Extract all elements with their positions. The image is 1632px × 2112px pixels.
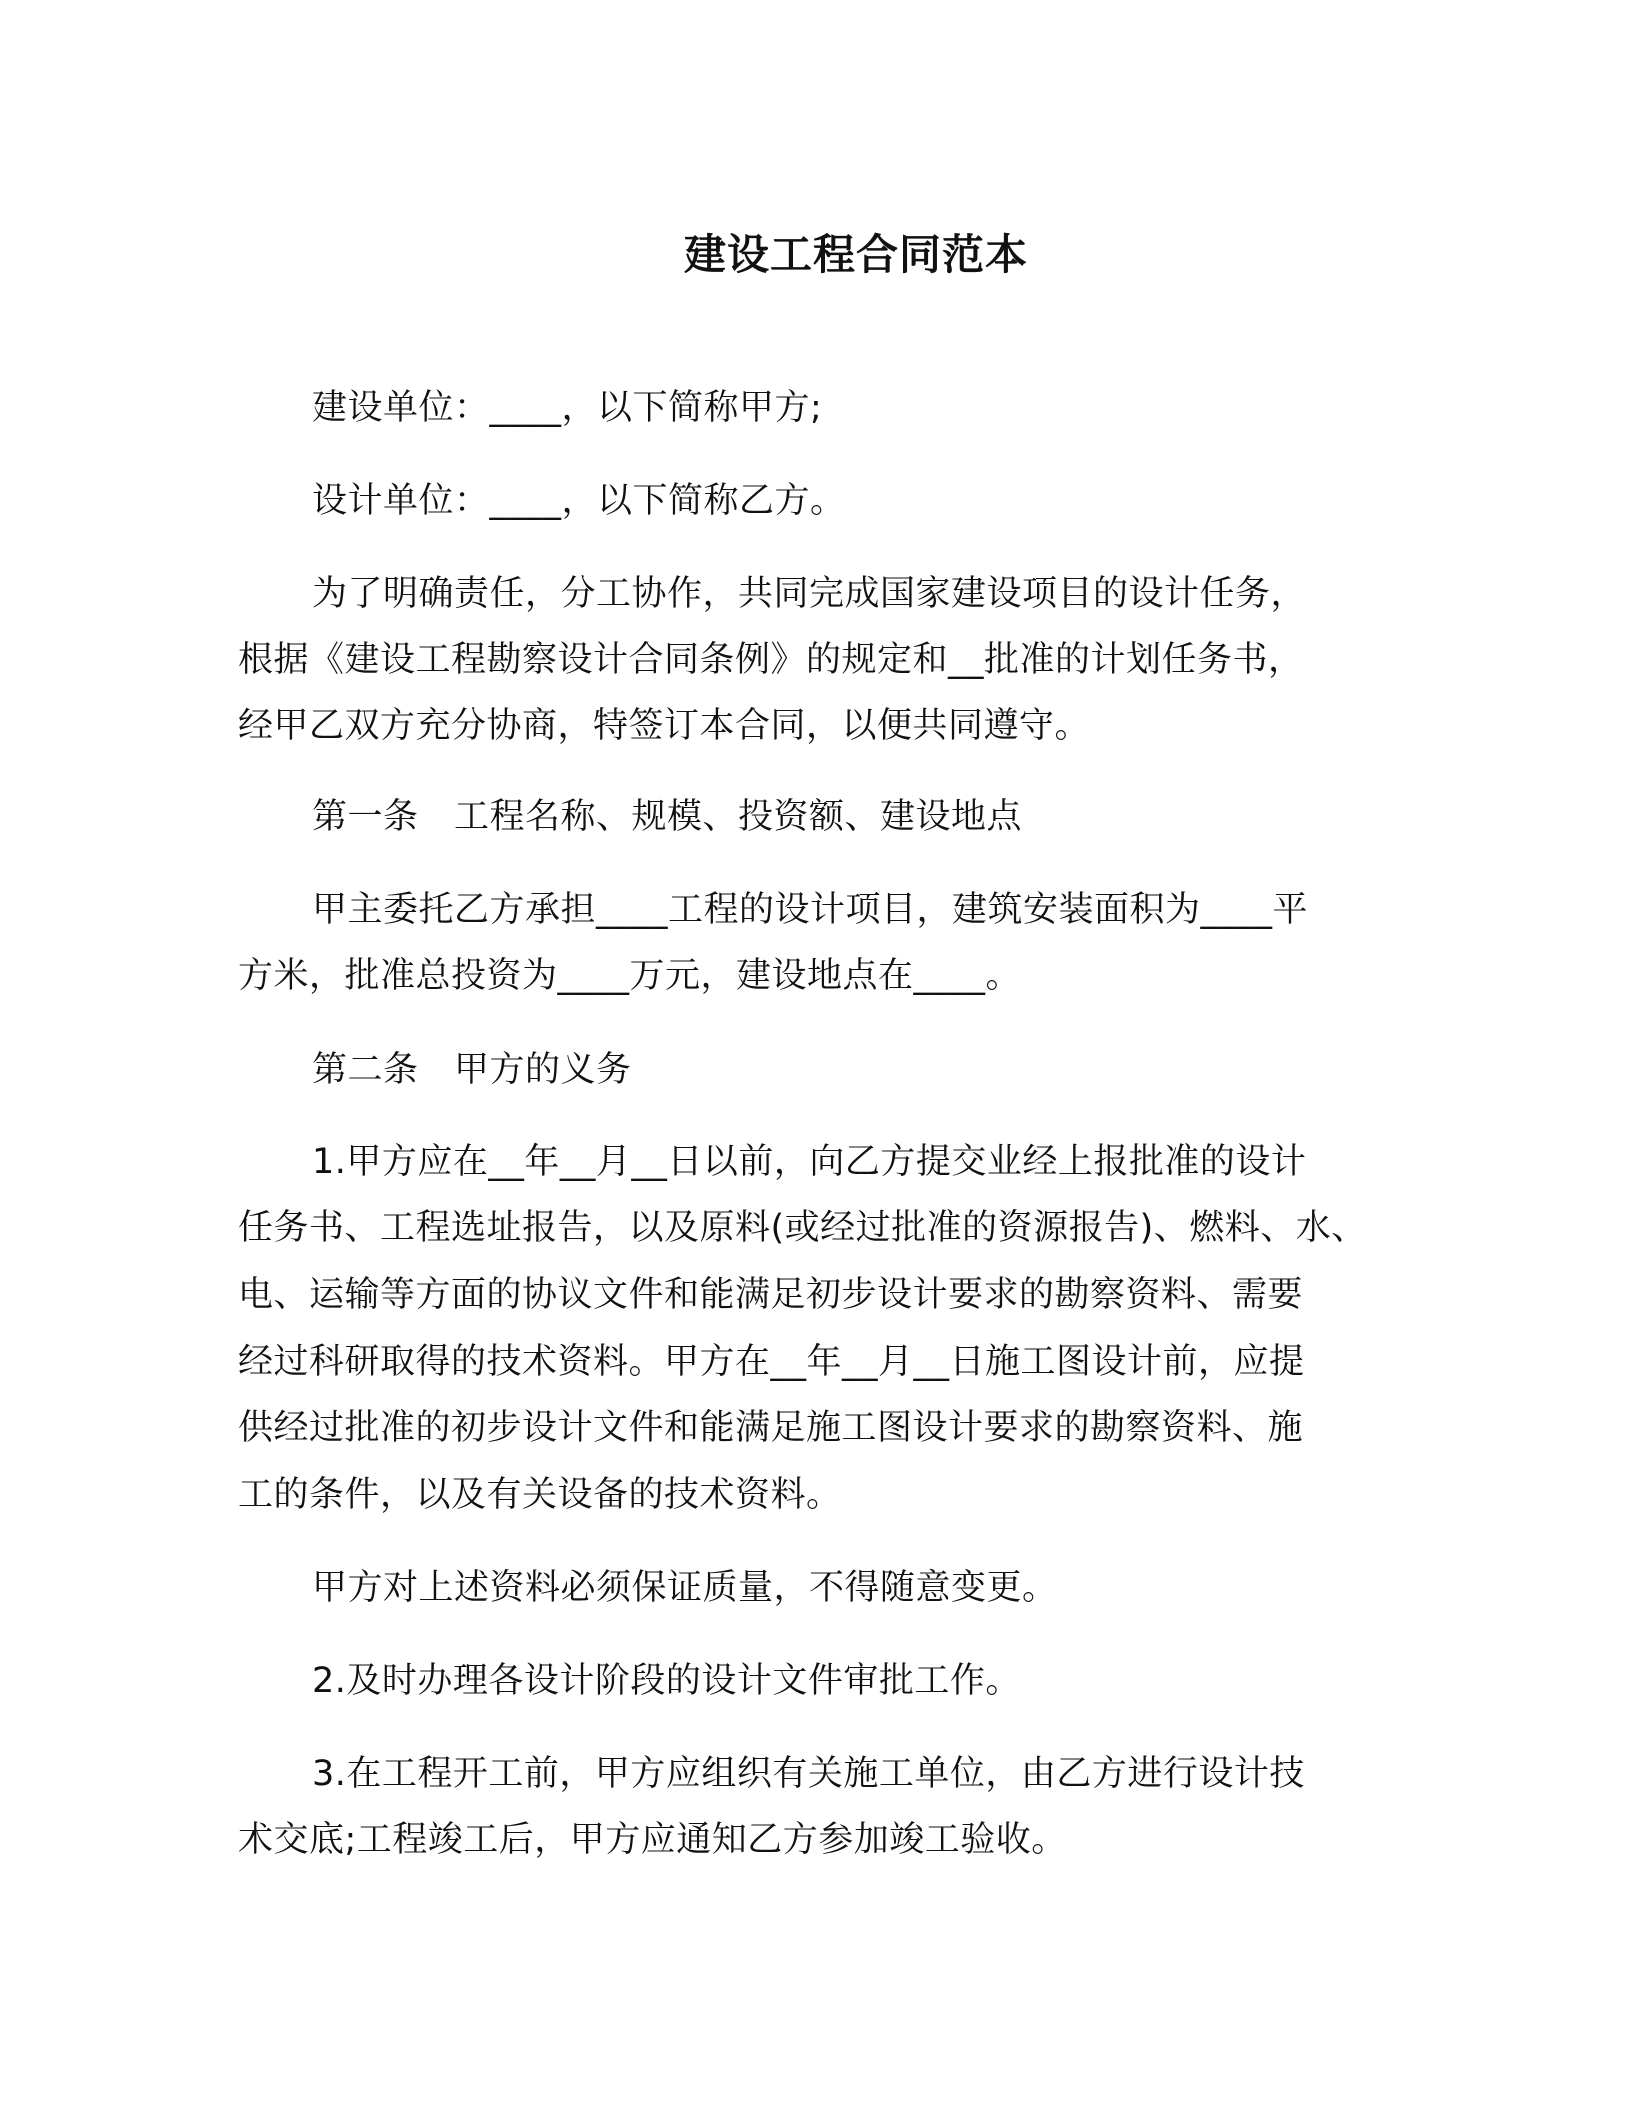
clause-1-line-4: 经过科研取得的技术资料。甲方在__年__月__日施工图设计前，应提 <box>238 1342 1305 1382</box>
article-1-line-2: 方米，批准总投资为____万元，建设地点在____。 <box>238 956 1022 996</box>
clause-3-line-2: 术交底;工程竣工后，甲方应通知乙方参加竣工验收。 <box>238 1820 1067 1860</box>
preamble-line-3: 经甲乙双方充分协商，特签订本合同，以便共同遵守。 <box>238 706 1091 746</box>
document-title: 建设工程合同范本 <box>683 230 1028 279</box>
quality-note: 甲方对上述资料必须保证质量，不得随意变更。 <box>312 1568 1058 1608</box>
party-b-line: 设计单位：____，以下简称乙方。 <box>312 481 846 521</box>
article-1-heading: 第一条 工程名称、规模、投资额、建设地点 <box>312 797 1023 837</box>
preamble-line-1: 为了明确责任，分工协作，共同完成国家建设项目的设计任务， <box>312 574 1307 614</box>
clause-1-line-2: 任务书、工程选址报告，以及原料(或经过批准的资源报告)、燃料、水、 <box>238 1208 1367 1248</box>
clause-1-line-3: 电、运输等方面的协议文件和能满足初步设计要求的勘察资料、需要 <box>238 1275 1304 1315</box>
article-1-line-1: 甲主委托乙方承担____工程的设计项目，建筑安装面积为____平 <box>312 890 1309 930</box>
clause-3-line-1: 3.在工程开工前，甲方应组织有关施工单位，由乙方进行设计技 <box>312 1754 1305 1794</box>
article-2-heading: 第二条 甲方的义务 <box>312 1050 632 1090</box>
clause-1-line-1: 1.甲方应在__年__月__日以前，向乙方提交业经上报批准的设计 <box>312 1142 1307 1182</box>
clause-1-line-6: 工的条件，以及有关设备的技术资料。 <box>238 1475 842 1515</box>
clause-2-line-1: 2.及时办理各设计阶段的设计文件审批工作。 <box>312 1661 1021 1701</box>
clause-1-line-5: 供经过批准的初步设计文件和能满足施工图设计要求的勘察资料、施 <box>238 1408 1304 1448</box>
preamble-line-2: 根据《建设工程勘察设计合同条例》的规定和__批准的计划任务书， <box>238 640 1304 680</box>
party-a-line: 建设单位：____，以下简称甲方; <box>312 388 823 428</box>
